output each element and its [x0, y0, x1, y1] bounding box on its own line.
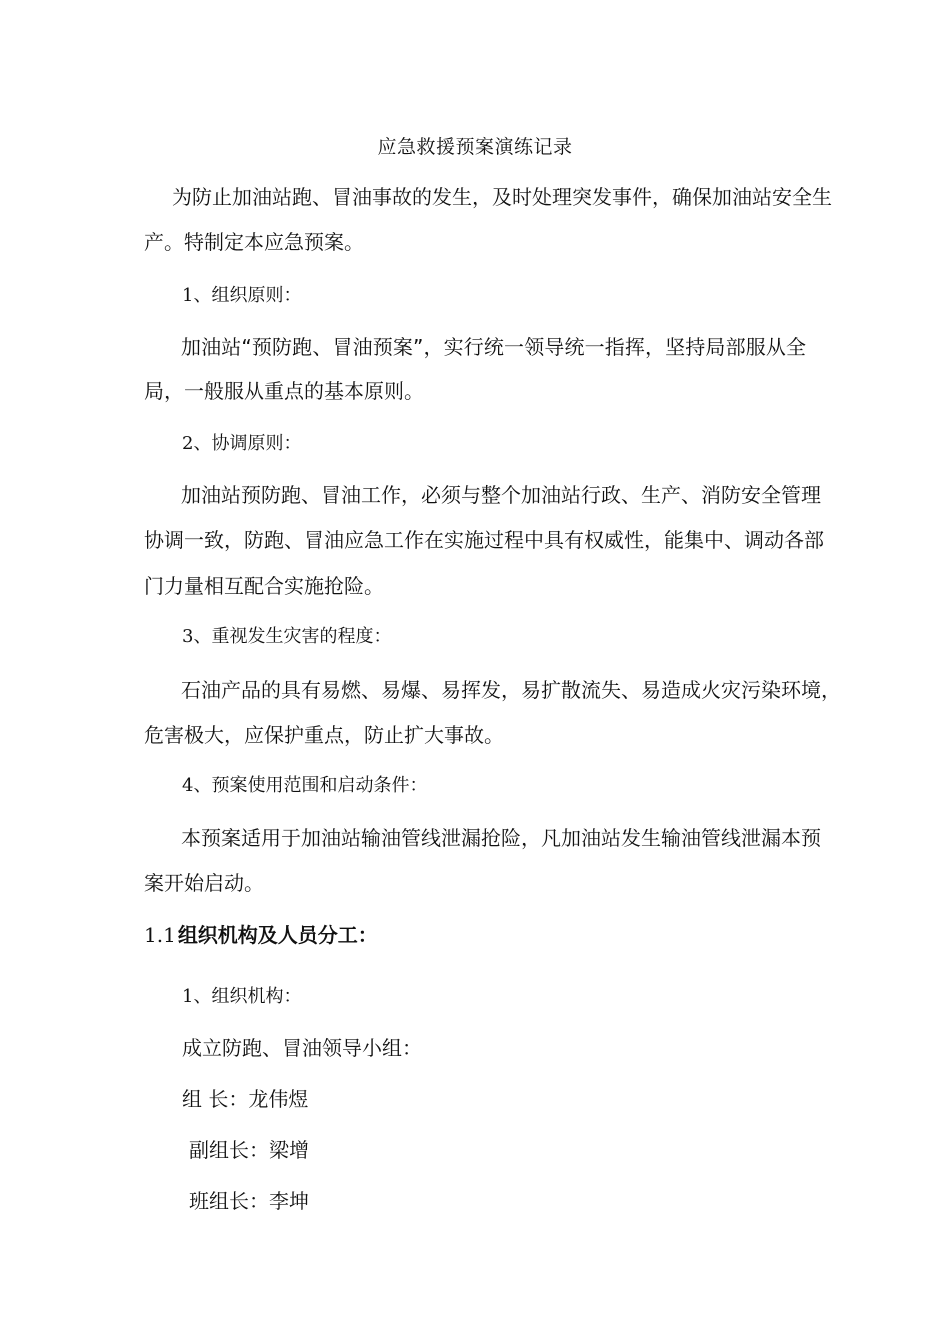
intro-line-2: 产。特制定本应急预案。: [144, 230, 364, 254]
p2-line-1: 加油站预防跑、冒油工作，必须与整个加油站行政、生产、消防安全管理: [181, 483, 821, 507]
p4-line-2: 案开始启动。: [144, 871, 264, 895]
leader-line: 组 长：龙伟煜: [182, 1087, 309, 1111]
p1-line-2: 局，一般服从重点的基本原则。: [144, 379, 424, 403]
heading-coordination-principle: 2、协调原则：: [182, 433, 302, 454]
team-leader-line: 班组长：李坤: [189, 1189, 309, 1213]
heading-disaster-severity: 3、重视发生灾害的程度：: [182, 626, 392, 647]
intro-line-1: 为防止加油站跑、冒油事故的发生，及时处理突发事件，确保加油站安全生: [172, 185, 832, 209]
section-heading: [144, 921, 378, 949]
org-intro: 成立防跑、冒油领导小组：: [182, 1036, 422, 1060]
p4-line-1: 本预案适用于加油站输油管线泄漏抢险，凡加油站发生输油管线泄漏本预: [181, 826, 821, 850]
p3-line-2: 危害极大，应保护重点，防止扩大事故。: [144, 723, 504, 747]
section-title: 组织机构及人员分工：: [177, 923, 378, 947]
p1-line-1: 加油站“预防跑、冒油预案”，实行统一领导统一指挥，坚持局部服从全: [181, 335, 806, 359]
heading-organization-principle: 1、组织原则：: [182, 285, 302, 306]
document-title: 应急救援预案演练记录: [377, 136, 573, 158]
p3-line-1: 石油产品的具有易燃、易爆、易挥发，易扩散流失、易造成火灾污染环境，: [181, 678, 841, 702]
heading-scope-and-trigger: 4、预案使用范围和启动条件：: [182, 775, 428, 796]
deputy-leader-line: 副组长：梁增: [189, 1138, 309, 1162]
section-number: 1.1: [144, 923, 176, 947]
p2-line-3: 门力量相互配合实施抢险。: [144, 574, 384, 598]
heading-organization: 1、组织机构：: [182, 986, 302, 1007]
p2-line-2: 协调一致，防跑、冒油应急工作在实施过程中具有权威性，能集中、调动各部: [144, 528, 824, 552]
